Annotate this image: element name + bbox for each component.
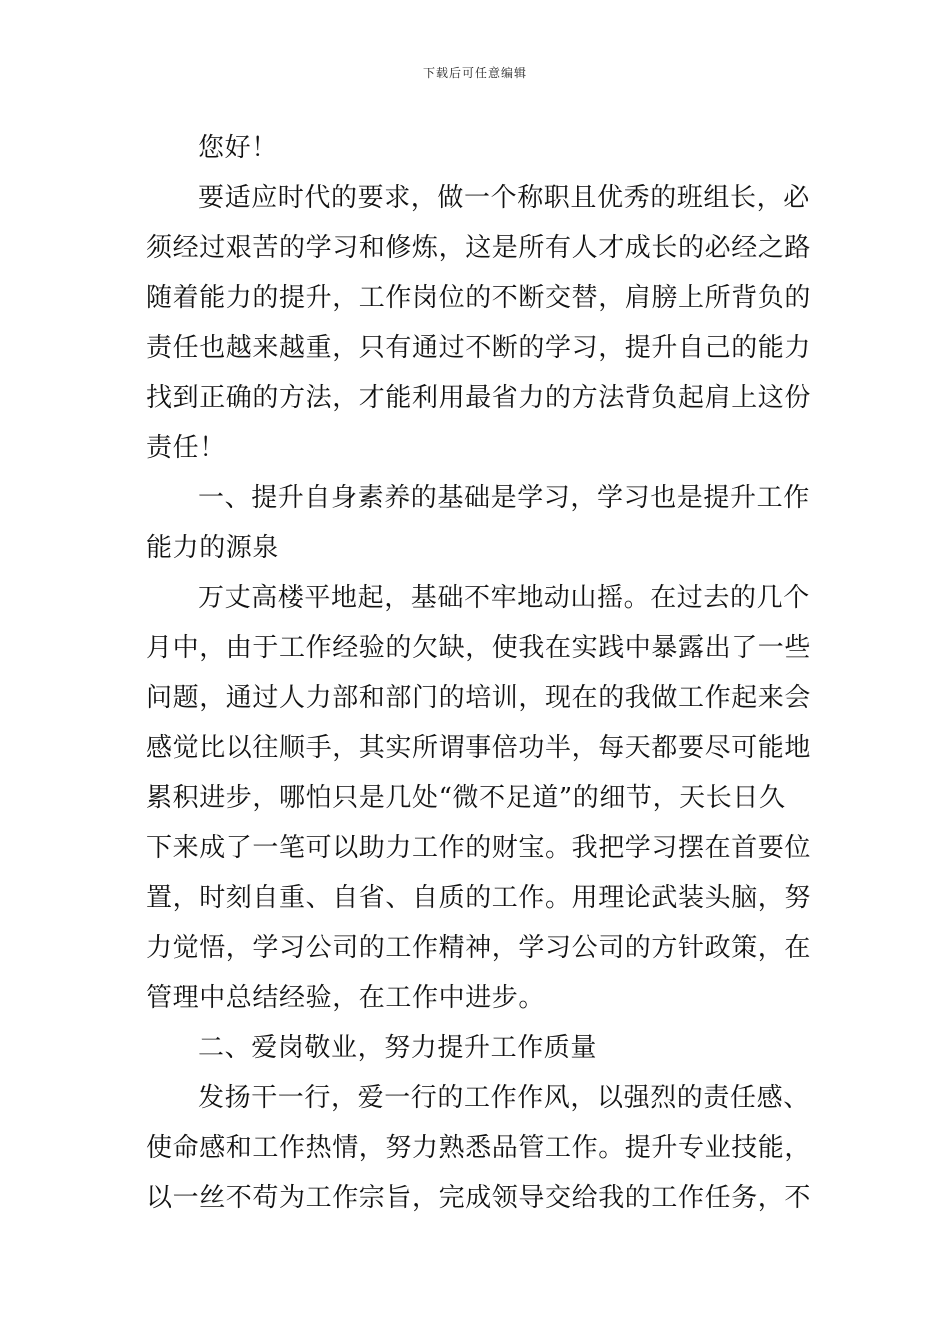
text-line: 管理中总结经验，在工作中进步。 xyxy=(146,983,546,1013)
text-line: 要适应时代的要求，做一个称职且优秀的班组长，必 xyxy=(198,183,810,213)
text-line: 累积进步，哪怕只是几处“微不足道”的细节，天长日久 xyxy=(146,783,786,813)
text-line: 感觉比以往顺手，其实所谓事倍功半，每天都要尽可能地 xyxy=(146,733,812,763)
text-line: 置，时刻自重、自省、自质的工作。用理论武装头脑，努 xyxy=(146,883,812,913)
text-line: 以一丝不苟为工作宗旨，完成领导交给我的工作任务，不 xyxy=(146,1183,812,1213)
text-line: 能力的源泉 xyxy=(146,533,280,563)
text-line: 须经过艰苦的学习和修炼，这是所有人才成长的必经之路 xyxy=(146,233,812,263)
text-line: 力觉悟，学习公司的工作精神，学习公司的方针政策，在 xyxy=(146,933,812,963)
header-note: 下载后可任意编辑 xyxy=(422,66,527,80)
text-line: 发扬干一行，爱一行的工作作风，以强烈的责任感、 xyxy=(198,1083,810,1113)
text-line: 问题，通过人力部和部门的培训，现在的我做工作起来会 xyxy=(146,683,812,713)
text-line: 下来成了一笔可以助力工作的财宝。我把学习摆在首要位 xyxy=(146,833,812,863)
text-line: 责任！ xyxy=(146,433,226,463)
text-line: 使命感和工作热情，努力熟悉品管工作。提升专业技能， xyxy=(146,1133,812,1163)
text-line: 找到正确的方法，才能利用最省力的方法背负起肩上这份 xyxy=(146,383,812,413)
text-line: 万丈高楼平地起，基础不牢地动山摇。在过去的几个 xyxy=(198,583,810,613)
document-body xyxy=(146,128,816,1228)
text-line: 责任也越来越重，只有通过不断的学习，提升自己的能力 xyxy=(146,333,812,363)
text-line: 一、提升自身素养的基础是学习，学习也是提升工作 xyxy=(198,483,810,513)
text-line: 随着能力的提升，工作岗位的不断交替，肩膀上所背负的 xyxy=(146,283,812,313)
text-line: 二、爱岗敬业，努力提升工作质量 xyxy=(198,1033,598,1063)
text-line: 月中，由于工作经验的欠缺，使我在实践中暴露出了一些 xyxy=(146,633,812,663)
text-line: 您好！ xyxy=(198,133,278,163)
